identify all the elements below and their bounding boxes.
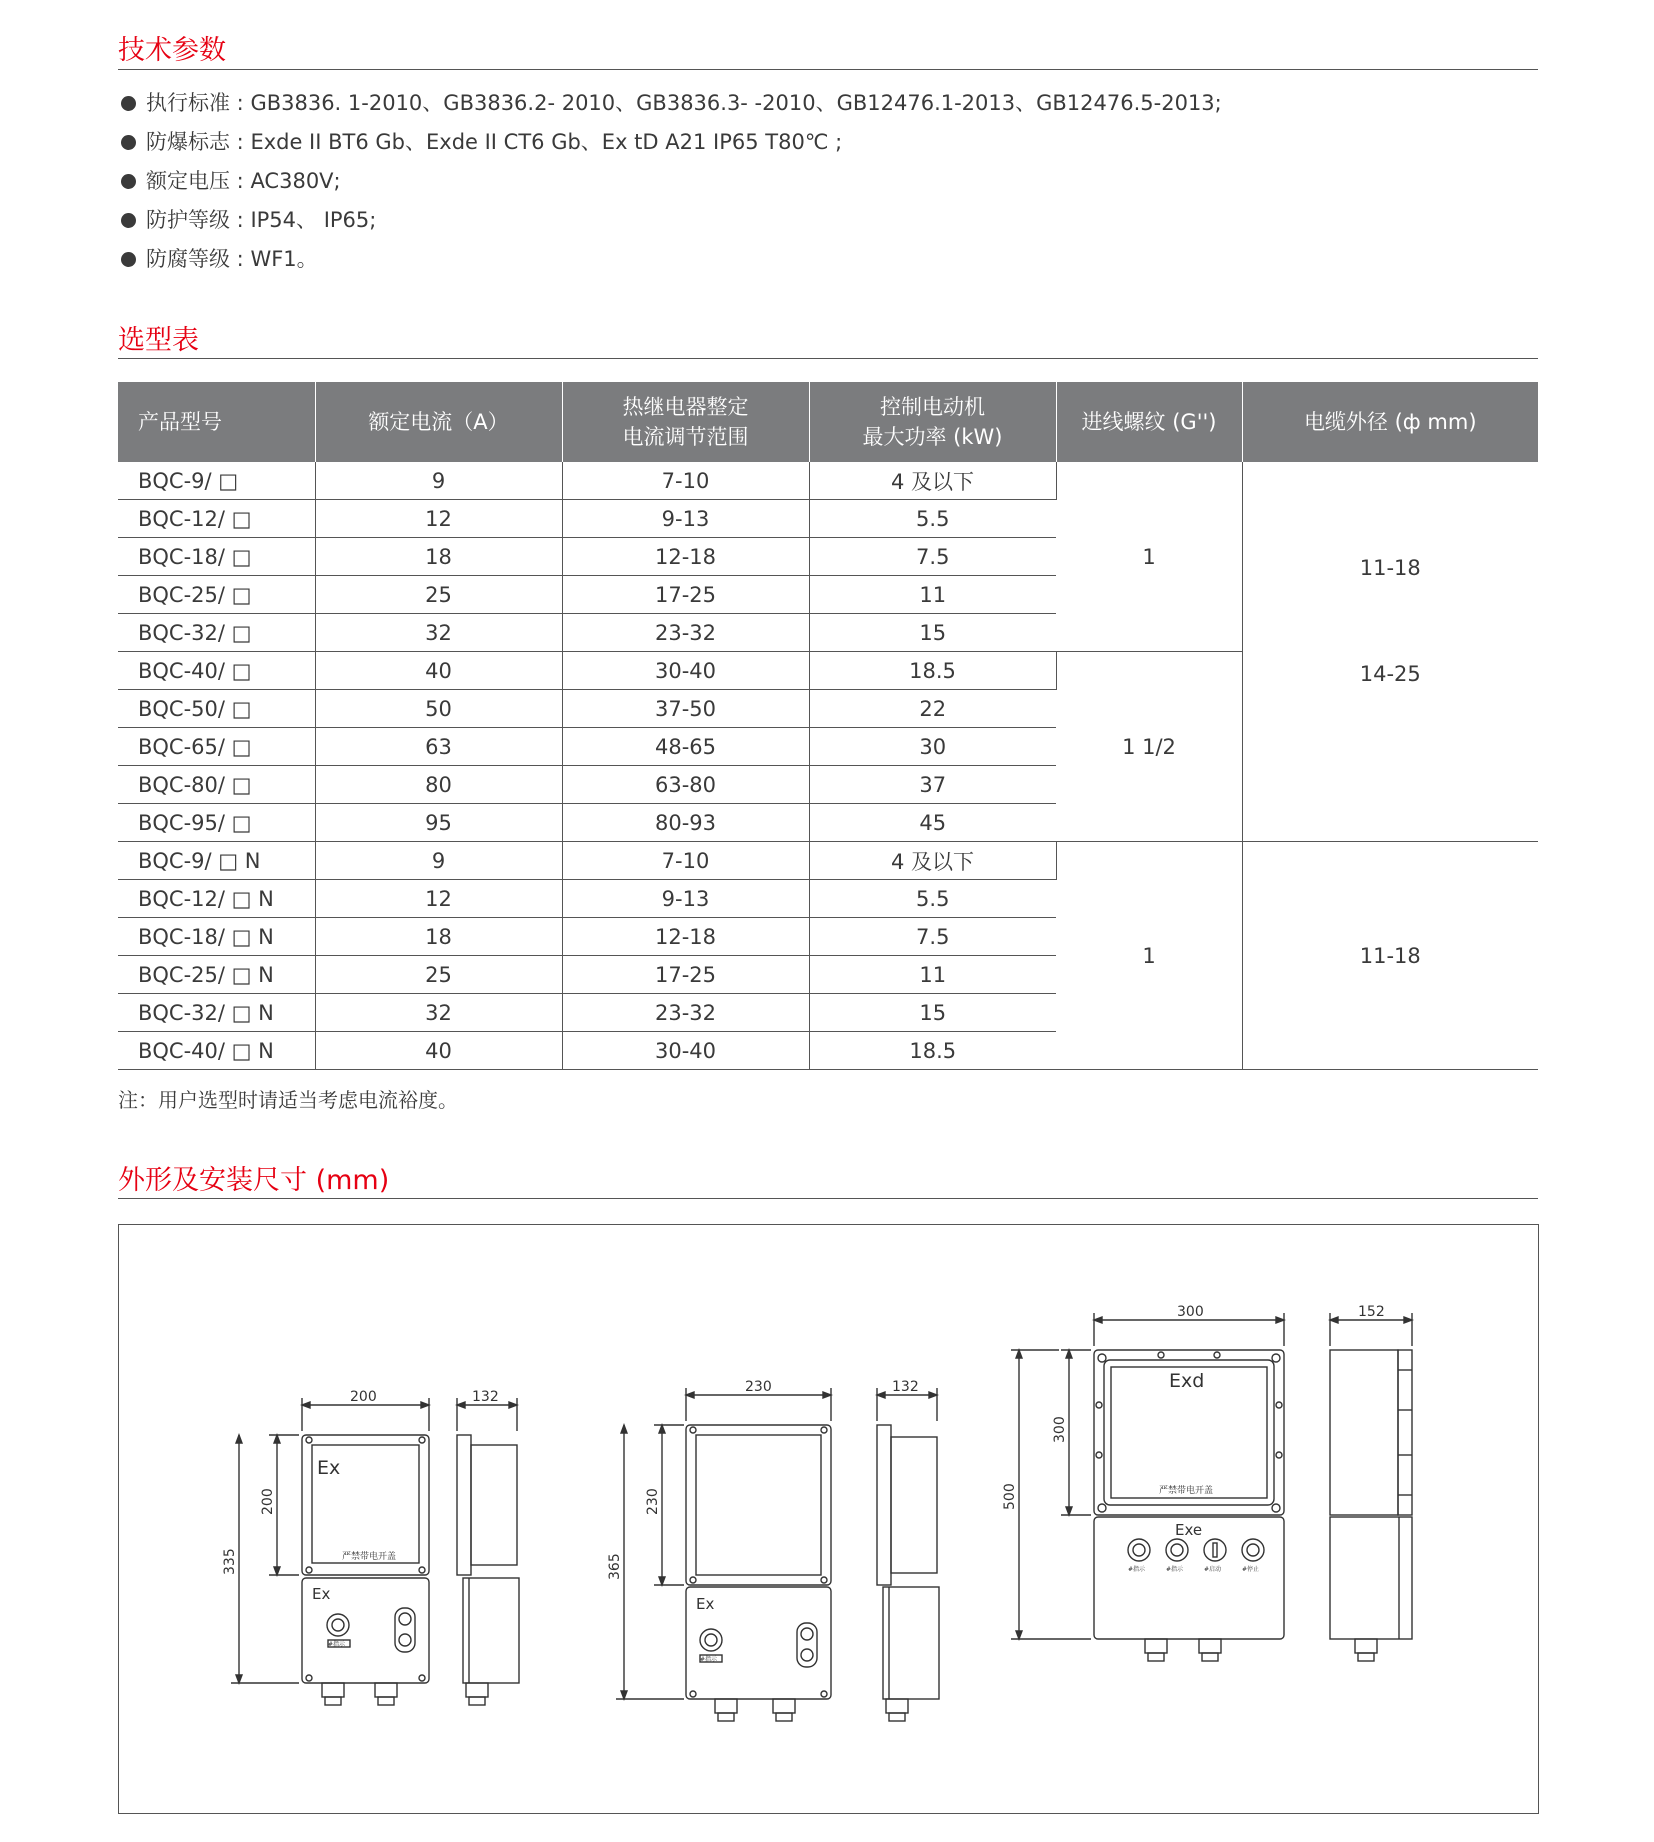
spec-list [118,84,1222,279]
table-row: BQC-65/ □ 63 48-65 30 [118,728,1538,766]
spec-label: 防护等级 [146,208,230,232]
spec-item-explosion-mark: 防爆标志 : Exde II BT6 Gb、Exde II CT6 Gb、Ex tD A21 IP65 T80℃ ; [118,123,1222,162]
spec-value: IP54、 IP65; [250,208,377,232]
spec-item-anticorrosion: 防腐等级 : WF1。 [118,240,1222,279]
table-row: BQC-18/ □ 18 12-18 7.5 [118,538,1538,576]
svg-text:300: 300 [1052,1416,1068,1443]
header-cable: 电缆外径 (ф mm) [1242,382,1538,462]
table-row: BQC-50/ □ 50 37-50 22 [118,690,1538,728]
header-relay-range: 热继电器整定 电流调节范围 [562,382,809,462]
dimensions-section-rule [118,1198,1538,1199]
specs-section-rule [118,69,1538,70]
svg-text:Ex: Ex [312,1585,331,1603]
bullet-icon [121,96,136,111]
svg-text:#指示: #指示 [1128,1566,1146,1573]
medium-unit-front [607,1379,831,1721]
svg-text:365: 365 [607,1553,623,1580]
small-unit-front [222,1389,429,1705]
spec-value: AC380V; [250,169,341,193]
header-current: 额定电流（A） [315,382,562,462]
spec-label: 防腐等级 [146,247,230,271]
table-row: BQC-12/ □ 12 9-13 5.5 [118,500,1538,538]
large-unit-front [1002,1304,1284,1661]
table-row: BQC-80/ □ 80 63-80 37 [118,766,1538,804]
svg-text:230: 230 [745,1379,772,1395]
table-row: BQC-32/ □ 32 23-32 15 [118,614,1538,652]
large-unit-side [1330,1304,1412,1661]
bullet-icon [121,252,136,267]
thread-cell: 1 [1056,462,1242,652]
table-row: BQC-95/ □ 95 80-93 45 [118,804,1538,842]
spec-label: 执行标准 [146,91,230,115]
thread-cell: 1 1/2 [1056,652,1242,842]
spec-item-standard: 执行标准 : GB3836. 1-2010、GB3836.2- 2010、GB3836.3- -2010、GB12476.1-2013、GB12476.5-2013; [118,84,1222,123]
svg-text:严禁带电开盖: 严禁带电开盖 [342,1552,397,1562]
svg-text:152: 152 [1358,1304,1385,1320]
svg-text:200: 200 [350,1389,377,1405]
svg-text:Exd: Exd [1169,1370,1205,1392]
spec-value: GB3836. 1-2010、GB3836.2- 2010、GB3836.3- -2010、GB12476.1-2013、GB12476.5-2013; [250,91,1222,115]
table-row: BQC-18/ □ N 18 12-18 7.5 [118,918,1538,956]
spec-label: 额定电压 [146,169,230,193]
selection-section-title: 选型表 [118,325,199,356]
svg-text:335: 335 [222,1548,238,1575]
table-row: BQC-32/ □ N 32 23-32 15 [118,994,1538,1032]
table-row: BQC-40/ □ N 40 30-40 18.5 [118,1032,1538,1070]
table-note: 注：用户选型时请适当考虑电流裕度。 [118,1088,458,1112]
header-thread: 进线螺纹 (G'') [1056,382,1242,462]
spec-value: WF1。 [250,247,318,271]
table-row: BQC-12/ □ N 12 9-13 5.5 [118,880,1538,918]
selection-section-rule [118,358,1538,359]
bullet-icon [121,135,136,150]
spec-item-protection: 防护等级 : IP54、 IP65; [118,201,1222,240]
svg-text:132: 132 [892,1379,919,1395]
dimension-drawing-frame [118,1224,1539,1814]
cable-cell: 11-18 [1359,555,1421,580]
small-unit-side [457,1389,519,1705]
selection-table [118,382,1538,1070]
spec-label: 防爆标志 [146,130,230,154]
spec-value: Exde II BT6 Gb、Exde II CT6 Gb、Ex tD A21 IP65 T80℃ ; [250,130,843,154]
svg-text:200: 200 [260,1488,276,1515]
table-row: BQC-40/ □ 40 30-40 18.5 1 1/2 14-25 [118,652,1538,690]
spec-item-voltage: 额定电压 : AC380V; [118,162,1222,201]
cable-cell: 11-18 [1242,842,1538,1070]
table-row: BQC-25/ □ N 25 17-25 11 [118,956,1538,994]
bullet-icon [121,174,136,189]
dimension-drawings [119,1225,1538,1813]
table-row: BQC-25/ □ 25 17-25 11 [118,576,1538,614]
svg-text:132: 132 [472,1389,499,1405]
svg-text:#停止: #停止 [1242,1566,1260,1573]
svg-text:#启动: #启动 [1204,1566,1222,1573]
svg-text:Ex: Ex [317,1457,341,1479]
table-row: BQC-9/ □ N 9 7-10 4 及以下 1 11-18 [118,842,1538,880]
medium-unit-side [877,1379,939,1721]
svg-text:Exe: Exe [1175,1521,1203,1539]
specs-section-title: 技术参数 [118,35,226,66]
svg-text:严禁带电开盖: 严禁带电开盖 [1159,1486,1214,1496]
header-motor-power: 控制电动机 最大功率 (kW) [809,382,1056,462]
svg-text:#指示: #指示 [328,1641,346,1648]
svg-text:230: 230 [645,1488,661,1515]
svg-text:#指示: #指示 [1166,1566,1184,1573]
header-model: 产品型号 [118,382,315,462]
bullet-icon [121,213,136,228]
table-header-row [118,382,1538,462]
svg-text:#指示: #指示 [700,1656,718,1663]
dimensions-section-title: 外形及安装尺寸 (mm) [118,1165,390,1196]
cable-cell: 14-25 [1242,652,1538,842]
svg-text:500: 500 [1002,1483,1018,1510]
thread-cell: 1 [1056,842,1242,1070]
table-row: BQC-9/ □ 9 7-10 4 及以下 1 11-18 [118,462,1538,500]
svg-text:300: 300 [1177,1304,1204,1320]
svg-text:Ex: Ex [696,1595,715,1613]
